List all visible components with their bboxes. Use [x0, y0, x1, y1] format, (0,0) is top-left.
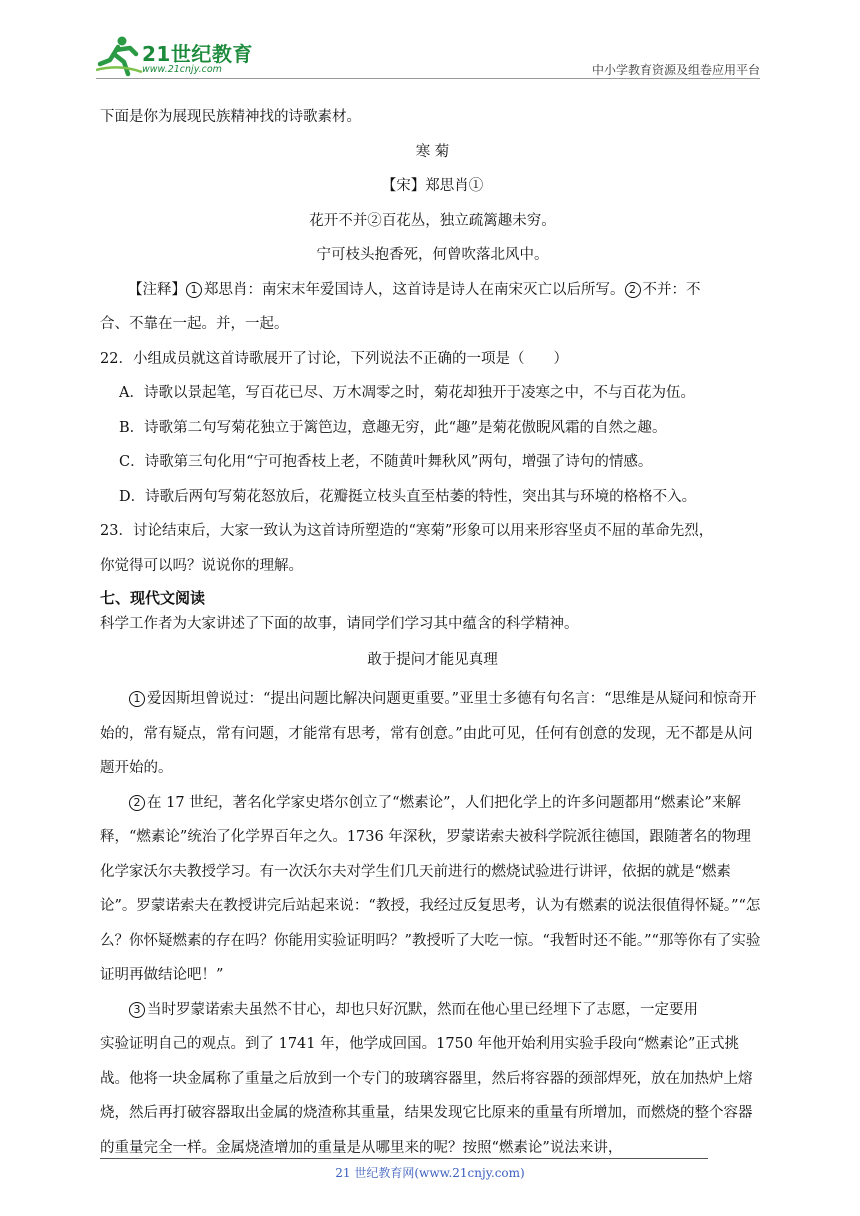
section-7-heading: 七、现代文阅读	[100, 589, 206, 607]
paragraph-3-text-start: 当时罗蒙诺索夫虽然不甘心，却也只好沉默，然而在他心里已经埋下了志愿，一定要用	[147, 1001, 698, 1018]
poem-intro: 下面是你为展现民族精神找的诗歌素材。	[100, 109, 361, 125]
page-header	[96, 28, 760, 80]
site-logo[interactable]	[96, 34, 266, 78]
article-paragraph-2	[100, 786, 765, 993]
question-23-line-1: 23．讨论结束后，大家一致认为这首诗所塑造的“寒菊”形象可以用来形容坚贞不屈的革命先烈，	[100, 523, 714, 539]
note-2: 不并：不	[642, 281, 701, 298]
poem-notes	[100, 273, 765, 308]
header-divider	[96, 78, 760, 79]
footer-divider	[100, 1158, 708, 1159]
question-22-option-d[interactable]: D．诗歌后两句写菊花怒放后，花瓣挺立枝头直至枯萎的特性，突出其与环境的格格不入。	[119, 488, 697, 505]
circled-number-2: 2	[129, 795, 145, 811]
question-22-stem: 22．小组成员就这首诗歌展开了讨论，下列说法不正确的一项是（ ）	[100, 350, 568, 367]
circled-number-3: 3	[129, 1002, 145, 1018]
runner-logo-icon	[96, 34, 144, 78]
question-23-line-2: 你觉得可以吗？说说你的理解。	[100, 557, 303, 574]
question-22-option-a[interactable]: A．诗歌以景起笔，写百花已尽、万木凋零之时，菊花却独开于凌寒之中，不与百花为伍。	[119, 385, 695, 401]
document-body	[100, 100, 765, 1165]
note-1: 郑思肖：南宋末年爱国诗人，这首诗是诗人在南宋灭亡以后所写。	[204, 281, 625, 298]
poem-title: 寒 菊	[415, 143, 450, 160]
article-paragraph-3-rest: 实验证明自己的观点。到了 1741 年，他学成回国。1750 年他开始利用实验手段向“燃素论”正式挑战。他将一块金属称了重量之后放到一个专门的玻璃容器里，然后将容器的颈部焊死，放在加热炉上熔烧，然后再打破容器取出金属的烧渣称其重量，结果发现它比原来的重量有所增加，而燃烧的整个容器的重量完全一样。金属烧渣增加的重量是从哪里来的呢？按照“燃素论”说法来讲，	[100, 1036, 753, 1156]
platform-tagline: 中小学教育资源及组卷应用平台	[591, 63, 760, 77]
circled-number-1: 1	[129, 691, 145, 707]
article-paragraph-3-line-1	[100, 993, 765, 1028]
note-2-continued: 合、不靠在一起。并，一起。	[100, 316, 289, 332]
question-22-option-c[interactable]: C．诗歌第三句化用“宁可抱香枝上老，不随黄叶舞秋风”两句，增强了诗句的情感。	[119, 454, 653, 470]
logo-wordmark: 21世纪教育	[142, 42, 253, 66]
paragraph-1-text: 爱因斯坦曾说过：“提出问题比解决问题更重要。”亚里士多德有句名言：“思维是从疑问和惊奇开始的，常有疑点，常有问题，才能常有思考，常有创意。”由此可见，任何有创意的发现，无不都是从问题开始的。	[100, 691, 757, 776]
page-footer[interactable]: 21 世纪教育网(www.21cnjy.com)	[335, 1166, 525, 1180]
poem-line-2: 宁可枝头抱香死，何曾吹落北风中。	[316, 247, 549, 263]
question-22-option-b[interactable]: B．诗歌第二句写菊花独立于篱笆边，意趣无穷，此“趣”是菊花傲睨风霜的自然之趣。	[119, 419, 667, 436]
circled-number-1: 1	[186, 282, 202, 298]
section-7-intro: 科学工作者为大家讲述了下面的故事，请同学们学习其中蕴含的科学精神。	[100, 616, 579, 632]
poem-author: 【宋】郑思肖①	[381, 178, 484, 194]
poem-line-1: 花开不并②百花丛，独立疏篱趣未穷。	[309, 212, 556, 229]
paragraph-2-text: 在 17 世纪，著名化学家史塔尔创立了“燃素论”，人们把化学上的许多问题都用“燃素论”来解释，“燃素论”统治了化学界百年之久。1736 年深秋，罗蒙诺索夫被科学院派往德国，跟随著名的物理化学家沃尔夫教授学习。有一次沃尔夫对学生们几天前进行的燃烧试验进行讲评，依据的就是“燃素论”。罗蒙诺索夫在教授讲完后站起来说：“教授，我经过反复思考，认为有燃素的说法很值得怀疑。”“怎么？你怀疑燃素的存在吗？你能用实验证明吗？”教授听了大吃一惊。“我暂时还不能。”“那等你有了实验证明再做结论吧！”	[100, 794, 761, 983]
notes-label: 【注释】	[128, 281, 186, 298]
article-paragraph-1	[100, 682, 765, 786]
article-title: 敢于提问才能见真理	[367, 652, 498, 668]
logo-url: www.21cnjy.com	[142, 64, 222, 75]
circled-number-2: 2	[625, 282, 641, 298]
